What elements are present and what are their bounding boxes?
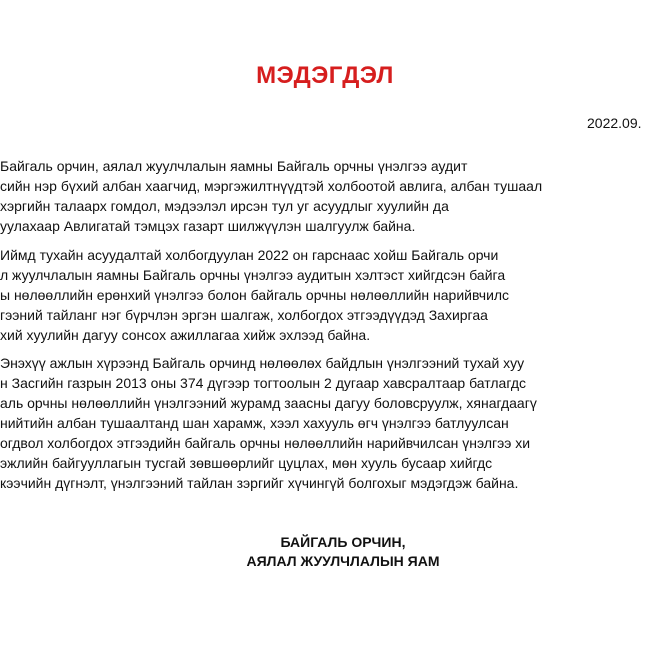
paragraph-line: Энэхүү ажлын хүрээнд Байгаль орчинд нөлөөлөх байдлын үнэлгээний тухай хуу <box>0 355 525 371</box>
paragraph-line: нийтийн албан тушаалтанд шан харамж, хээл хахууль өгч үнэлгээ батлуулсан <box>0 415 509 431</box>
signature-line: БАЙГАЛЬ ОРЧИН, <box>280 534 406 550</box>
document-title: МЭДЭГДЭЛ <box>256 62 394 89</box>
paragraph-line: аль орчны нөлөөллийн үнэлгээний журамд заасны дагуу боловсруулж, хянагдаагү <box>0 395 537 411</box>
paragraph-line: огдвол холбогдох этгээдийн байгаль орчны нөлөөллийн нарийвчилсан үнэлгээ хи <box>0 435 531 451</box>
paragraph-complaint-referral <box>0 156 542 236</box>
paragraph-line: Байгаль орчин, аялал жуулчлалын яамны Байгаль орчны үнэлгээ аудит <box>0 158 468 174</box>
paragraph-notice <box>0 353 537 493</box>
paragraph-line: Иймд тухайн асуудалтай холбогдуулан 2022 он гарснаас хойш Байгаль орчи <box>0 247 499 263</box>
paragraph-line: л жуулчлалын яамны Байгаль орчны үнэлгээ аудитын хэлтэст хийгдсэн байга <box>0 267 506 283</box>
paragraph-line: кээчийн дүгнэлт, үнэлгээний тайлан зэргийг хүчингүй болгохыг мэдэгдэж байна. <box>0 475 519 491</box>
paragraph-line: эжлийн байгууллагын тусгай зөвшөөрлийг цуцлах, мөн хууль бусаар хийгдс <box>0 455 493 471</box>
document-date: 2022.09. <box>587 115 642 131</box>
paragraph-line: гээний тайланг нэг бүрчлэн эргэн шалгаж, холбогдох этгээдүүдэд Захиргаа <box>0 307 488 323</box>
paragraph-line: хий хуулийн дагуу сонсох ажиллагаа хийж эхлээд байна. <box>0 327 371 343</box>
signature-line: АЯЛАЛ ЖУУЛЧЛАЛЫН ЯАМ <box>246 553 440 569</box>
paragraph-line: хэргийн талаарх гомдол, мэдээлэл ирсэн тул уг асуудлыг хуулийн да <box>0 198 449 214</box>
signature-block <box>0 533 650 571</box>
paragraph-review <box>0 245 509 345</box>
paragraph-line: н Засгийн газрын 2013 оны 374 дүгээр тогтоолын 2 дугаар хавсралтаар батлагдс <box>0 375 526 391</box>
paragraph-line: сийн нэр бүхий албан хаагчид, мэргэжилтнүүдтэй холбоотой авлига, албан тушаал <box>0 178 543 194</box>
paragraph-line: ы нөлөөллийн ерөнхий үнэлгээ болон байгаль орчны нөлөөллийн нарийвчилс <box>0 287 510 303</box>
paragraph-line: уулахаар Авлигатай тэмцэх газарт шилжүүлэн шалгуулж байна. <box>0 218 416 234</box>
